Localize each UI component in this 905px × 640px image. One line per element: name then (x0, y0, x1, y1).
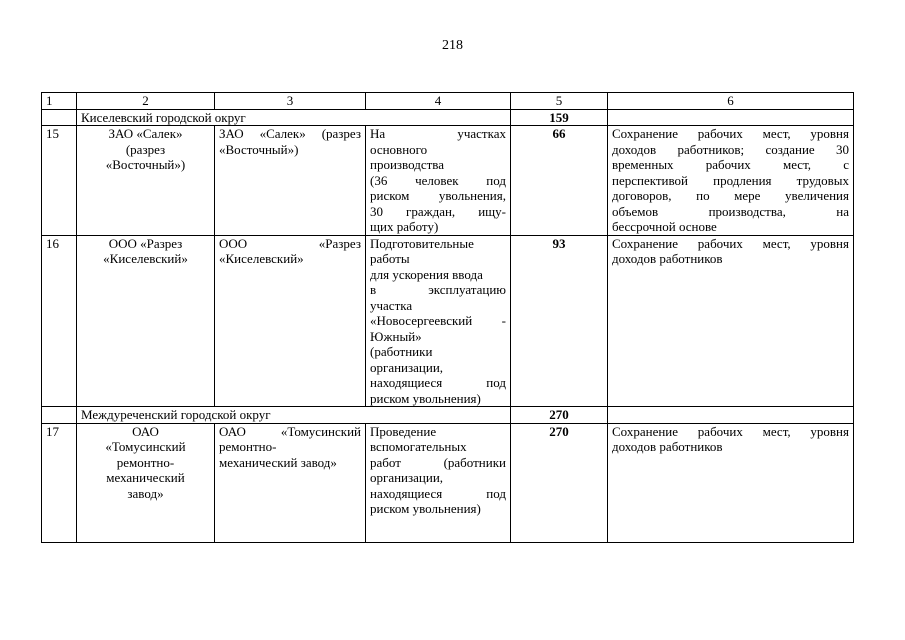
work-line: участка (370, 297, 413, 313)
work-cell (366, 126, 511, 236)
work-line: (36 человек под (370, 172, 506, 188)
work-line: работ (работники (370, 454, 506, 470)
region-empty-cell (608, 109, 854, 126)
work-line: в эксплуатацию (370, 282, 506, 297)
org-short-line: (разрез (125, 141, 166, 157)
region-empty-cell (42, 407, 77, 424)
org-short-cell (77, 126, 215, 236)
region-row (42, 109, 854, 126)
org-full-line: механический завод» (219, 454, 337, 470)
header-cell-4: 4 (366, 93, 511, 110)
work-line: щих работу) (370, 219, 439, 234)
work-line: Южный» (370, 328, 422, 344)
org-short-line: механический (106, 470, 185, 485)
work-line: Проведение (370, 423, 437, 439)
result-line: объемов производства, на (612, 203, 849, 219)
work-line: риском увольнения) (370, 390, 481, 406)
work-line: производства (370, 157, 445, 172)
org-full-line: ремонтно- (219, 439, 277, 454)
region-title: Междуреченский городской округ (77, 407, 511, 424)
region-total: 159 (511, 109, 608, 126)
data-table (41, 92, 854, 543)
work-line: (работники (370, 344, 433, 359)
work-line: организации, (370, 359, 444, 375)
region-empty-cell (42, 109, 77, 126)
work-line: 30 граждан, ищу- (370, 203, 506, 219)
header-cell-3: 3 (215, 93, 366, 110)
work-line: основного (370, 141, 428, 157)
org-short-line: завод» (127, 485, 164, 501)
result-cell (608, 235, 854, 407)
work-line: организации, (370, 470, 444, 485)
work-line: находящиеся под (370, 375, 506, 390)
result-cell (608, 126, 854, 236)
row-number: 16 (42, 235, 77, 407)
region-empty-cell (608, 407, 854, 424)
worker-count: 93 (511, 235, 608, 407)
org-short-line: ремонтно- (116, 454, 175, 470)
page-number: 218 (442, 38, 463, 53)
org-full-line: ОАО «Томусинский (219, 423, 361, 439)
work-line: риском увольнения, (370, 188, 506, 203)
work-line: Подготовительные (370, 235, 474, 251)
org-short-cell (77, 423, 215, 542)
result-line: доходов работников; создание 30 (612, 141, 849, 157)
org-full-line: «Восточный») (219, 141, 299, 157)
org-full-line: ЗАО «Салек» (разрез (219, 126, 361, 141)
org-short-line: «Киселевский» (103, 251, 188, 266)
header-cell-1: 1 (42, 93, 77, 110)
header-row (42, 93, 854, 110)
result-line: договоров, по мере увеличения (612, 188, 849, 203)
org-short-cell (77, 235, 215, 407)
work-line: На участках (370, 126, 506, 141)
work-line: для ускорения ввода (370, 266, 483, 282)
org-full-cell (215, 235, 366, 407)
work-line: вспомогательных (370, 439, 467, 454)
org-short-line: «Восточный») (105, 157, 186, 172)
header-cell-6: 6 (608, 93, 854, 110)
result-line: доходов работников (612, 439, 723, 454)
result-line: перспективой продления трудовых (612, 172, 849, 188)
work-cell (366, 423, 511, 542)
result-line: временных рабочих мест, с (612, 157, 849, 172)
result-cell (608, 423, 854, 542)
header-cell-2: 2 (77, 93, 215, 110)
org-full-line: «Киселевский» (219, 251, 304, 266)
result-line: Сохранение рабочих мест, уровня (612, 126, 849, 141)
row-number: 17 (42, 423, 77, 542)
result-line: бессрочной основе (612, 219, 717, 234)
work-line: «Новосергеевский - (370, 313, 506, 328)
org-short-line: ОАО (132, 423, 159, 439)
work-cell (366, 235, 511, 407)
table-row (42, 235, 854, 407)
work-line: работы (370, 251, 410, 266)
header-cell-5: 5 (511, 93, 608, 110)
region-title: Киселевский городской округ (77, 109, 511, 126)
result-line: доходов работников (612, 251, 723, 266)
region-total: 270 (511, 407, 608, 424)
row-number: 15 (42, 126, 77, 236)
result-line: Сохранение рабочих мест, уровня (612, 235, 849, 251)
work-line: риском увольнения) (370, 501, 481, 516)
worker-count: 270 (511, 423, 608, 542)
org-short-line: «Томусинский (105, 439, 186, 454)
org-full-cell (215, 126, 366, 236)
region-row (42, 407, 854, 424)
result-line: Сохранение рабочих мест, уровня (612, 423, 849, 439)
work-line: находящиеся под (370, 485, 506, 501)
org-full-line: ООО «Разрез (219, 235, 361, 251)
org-short-line: ЗАО «Салек» (108, 126, 183, 141)
table-row (42, 126, 854, 236)
table-row (42, 423, 854, 542)
worker-count: 66 (511, 126, 608, 236)
org-short-line: ООО «Разрез (108, 235, 183, 251)
org-full-cell (215, 423, 366, 542)
